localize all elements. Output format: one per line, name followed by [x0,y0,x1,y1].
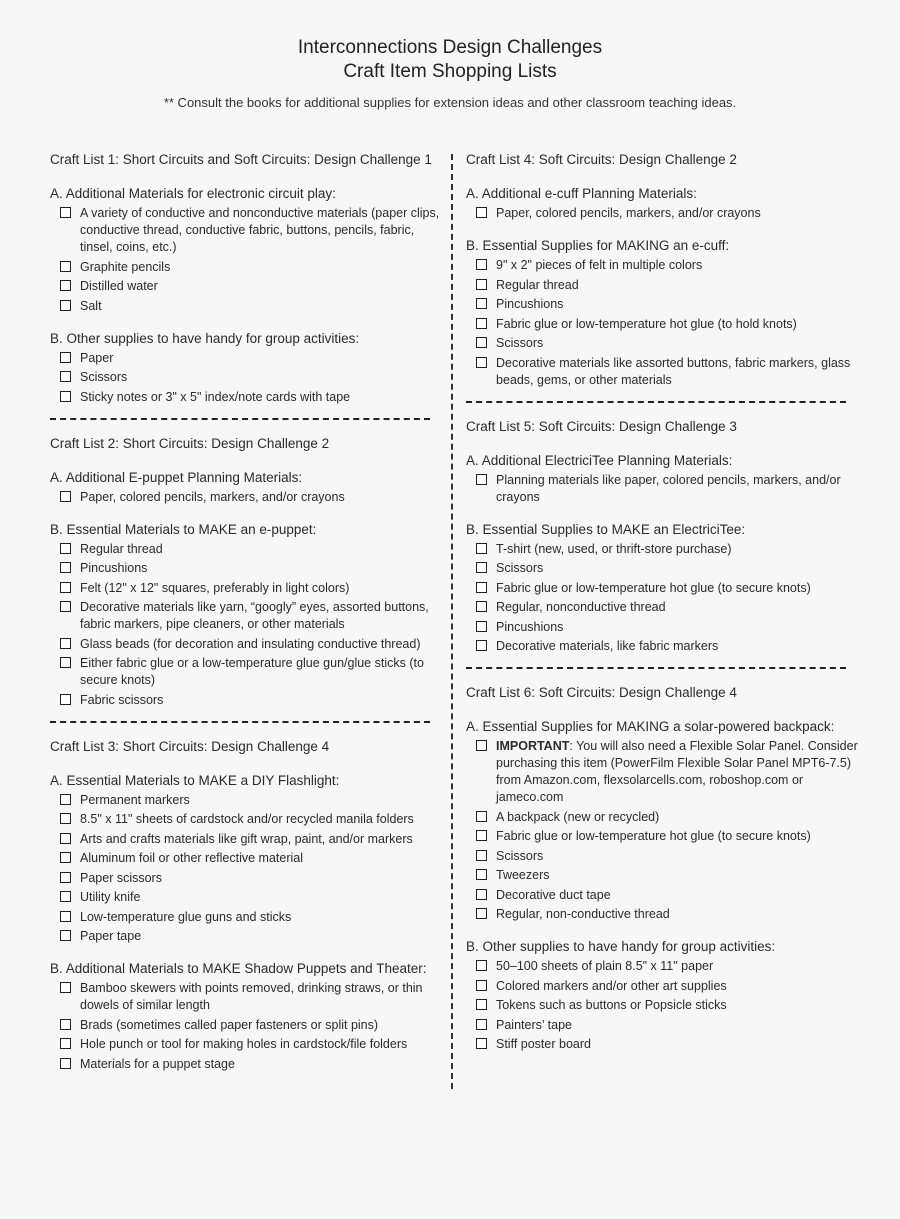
section-heading: B. Essential Supplies to MAKE an ElectriciTee: [466,521,746,537]
item-text: Scissors [496,561,544,575]
page-subtitle: Craft Item Shopping Lists [343,61,557,82]
item-text: Glass beads (for decoration and insulating conductive thread) [80,636,421,651]
list-item [476,560,858,577]
checklist [50,980,442,1073]
checkbox[interactable] [476,640,487,651]
checkbox[interactable] [476,908,487,919]
checkbox[interactable] [60,930,71,941]
item-text: Decorative duct tape [496,887,611,902]
craft-list-2 [50,434,442,709]
list-item [60,278,442,295]
item-text [496,738,858,806]
item-text: Pincushions [496,297,564,311]
checklist [466,257,858,389]
list-item [476,906,858,923]
checkbox[interactable] [60,562,71,573]
checkbox[interactable] [60,371,71,382]
item-text: Fabric glue or low-temperature hot glue (to secure knots) [496,580,811,595]
list-item [60,599,442,633]
section-heading: A. Additional e-cuff Planning Materials: [466,186,697,201]
craft-list-4 [466,150,858,389]
item-text: 50–100 sheets of plain 8.5" x 11" paper [496,959,714,973]
section-heading: A. Additional ElectriciTee Planning Materials: [466,452,733,468]
checkbox[interactable] [60,794,71,805]
checklist [466,205,858,222]
checkbox[interactable] [60,813,71,824]
item-text: Either fabric glue or a low-temperature glue gun/glue sticks (to secure knots) [80,656,424,687]
list-item [476,472,858,506]
list-title: Craft List 6: Soft Circuits: Design Challenge 4 [466,685,737,700]
list-item [476,296,858,313]
section-heading: B. Essential Supplies for MAKING an e-cuff: [466,238,730,253]
list-item [60,259,442,276]
craft-list-3 [50,737,442,1073]
checkbox[interactable] [60,872,71,883]
item-text: Brads (sometimes called paper fasteners or split pins) [80,1017,379,1032]
item-text: Decorative materials like assorted buttons, fabric markers, glass beads, gems, or other materials [496,355,851,387]
checkbox[interactable] [60,911,71,922]
item-text: Paper, colored pencils, markers, and/or crayons [80,489,345,504]
section-heading: A. Essential Materials to MAKE a DIY Flashlight: [50,772,340,788]
checkbox[interactable] [476,740,487,751]
item-text: 9" x 2" pieces of felt in multiple colors [496,258,703,272]
craft-list-1 [50,150,442,406]
item-text: Scissors [496,336,544,350]
checkbox[interactable] [476,562,487,573]
item-text: Paper tape [80,929,142,943]
item-text: 8.5" x 11" sheets of cardstock and/or recycled manila folders [80,812,414,826]
item-text: Planning materials like paper, colored pencils, markers, and/or crayons [496,472,841,504]
section-heading: B. Other supplies to have handy for group activities: [50,330,360,346]
checkbox[interactable] [60,300,71,311]
item-text: Stiff poster board [496,1037,591,1051]
list-item [60,205,442,256]
item-text: Aluminum foil or other reflective material [80,851,303,865]
item-text: T-shirt (new, used, or thrift-store purchase) [496,541,732,556]
checkbox[interactable] [476,999,487,1010]
item-text: Paper [80,350,114,365]
list-item [60,560,442,577]
important-label: IMPORTANT [496,739,570,753]
checkbox[interactable] [60,982,71,993]
item-text: Decorative materials, like fabric markers [496,639,719,653]
checkbox[interactable] [476,850,487,861]
list-item [476,828,858,845]
checklist [50,489,442,506]
section-heading: A. Additional Materials for electronic circuit play: [50,186,336,201]
checkbox[interactable] [60,601,71,612]
list-item [476,809,858,826]
item-text: Pincushions [80,561,148,575]
checkbox[interactable] [476,830,487,841]
item-text: Paper, colored pencils, markers, and/or crayons [496,206,761,220]
page-title: Interconnections Design Challenges [297,37,603,58]
important-text: : You will also need a Flexible Solar Panel. Consider purchasing this item (PowerFilm Flexible Solar Panel MPT6-7.5) from Amazon.com, flexsolarcells.com, roboshop.com or jameco.com [496,739,858,804]
list-item [60,389,442,406]
right-column [466,150,858,1056]
item-text: Fabric glue or low-temperature hot glue (to hold knots) [496,316,797,331]
item-text: Regular thread [80,541,163,556]
checkbox[interactable] [476,601,487,612]
list-item [476,738,858,806]
list-item [476,205,858,222]
list-item [60,692,442,709]
item-text: Distilled water [80,279,158,293]
checklist [466,472,858,506]
list-item [476,316,858,333]
item-text: Paper scissors [80,870,162,885]
checkbox[interactable] [476,279,487,290]
checkbox[interactable] [476,474,487,485]
list-item [60,850,442,867]
checkbox[interactable] [476,960,487,971]
item-text: Tokens such as buttons or Popsicle sticks [496,998,727,1012]
checkbox[interactable] [476,207,487,218]
checklist [466,738,858,923]
item-text: Fabric scissors [80,692,164,707]
list-item [476,619,858,636]
item-text: Graphite pencils [80,259,171,274]
craft-list-5 [466,417,858,656]
checkbox[interactable] [476,298,487,309]
checkbox[interactable] [60,833,71,844]
list-item [476,1036,858,1053]
item-text: A variety of conductive and nonconductive materials (paper clips, conductive thread, conductive fabric, buttons, pencils, fabric, tinsel, coins, etc.) [80,206,440,254]
list-item [60,909,442,926]
list-item [60,792,442,809]
item-text: Colored markers and/or other art supplies [496,978,727,993]
item-text: Decorative materials like yarn, “googly” eyes, assorted buttons, fabric markers, pipe cleaners, or other materials [80,600,429,631]
dashed-separator [466,401,846,403]
checkbox[interactable] [60,543,71,554]
item-text: Utility knife [80,890,141,904]
checklist [50,541,442,709]
section-heading: B. Other supplies to have handy for group activities: [466,939,776,954]
list-title: Craft List 4: Soft Circuits: Design Challenge 2 [466,152,737,167]
checklist [50,350,442,406]
checkbox[interactable] [476,259,487,270]
checkbox[interactable] [60,391,71,402]
checklist [50,205,442,315]
list-item [60,655,442,689]
list-item [476,277,858,294]
list-item [476,958,858,975]
item-text: Low-temperature glue guns and sticks [80,909,292,924]
header-note: ** Consult the books for additional supplies for extension ideas and other classroom teaching ideas. [163,95,737,110]
list-item [476,599,858,616]
list-item [60,870,442,887]
item-text: Painters’ tape [496,1017,572,1032]
list-item [60,889,442,906]
craft-list-6 [466,683,858,1053]
column-divider [451,154,453,1089]
checkbox[interactable] [60,280,71,291]
list-item [60,928,442,945]
item-text: Bamboo skewers with points removed, drinking straws, or thin dowels of similar length [80,981,423,1012]
checkbox[interactable] [60,638,71,649]
checklist [466,958,858,1053]
list-item [476,1017,858,1034]
checklist [466,541,858,656]
checkbox[interactable] [60,1019,71,1030]
checkbox[interactable] [60,1038,71,1049]
checkbox[interactable] [60,582,71,593]
checkbox[interactable] [60,891,71,902]
checkbox[interactable] [60,694,71,705]
list-title: Craft List 2: Short Circuits: Design Challenge 2 [50,435,330,451]
section-heading: B. Additional Materials to MAKE Shadow Puppets and Theater: [50,961,427,976]
item-text: Pincushions [496,619,564,634]
list-item [60,580,442,597]
list-item [60,298,442,315]
list-item [60,350,442,367]
item-text: Materials for a puppet stage [80,1056,235,1071]
checkbox[interactable] [476,1019,487,1030]
checkbox[interactable] [476,621,487,632]
list-item [476,257,858,274]
checkbox[interactable] [60,657,71,668]
checkbox[interactable] [60,852,71,863]
checkbox[interactable] [60,207,71,218]
list-item [60,1056,442,1073]
checkbox[interactable] [476,1038,487,1049]
checkbox[interactable] [476,889,487,900]
checkbox[interactable] [60,261,71,272]
list-item [60,1017,442,1034]
dashed-separator [50,721,430,723]
left-column [50,150,442,1075]
list-item [476,848,858,865]
list-item [476,355,858,389]
section-heading: A. Essential Supplies for MAKING a solar-powered backpack: [466,719,835,734]
section-heading: B. Essential Materials to MAKE an e-puppet: [50,521,317,537]
list-item [476,335,858,352]
item-text: Permanent markers [80,792,190,807]
item-text: Arts and crafts materials like gift wrap, paint, and/or markers [80,831,413,846]
list-item [476,867,858,884]
item-text: Salt [80,298,102,313]
checkbox[interactable] [476,980,487,991]
item-text: Felt (12" x 12" squares, preferably in light colors) [80,580,350,595]
list-item [60,980,442,1014]
list-item [476,541,858,558]
checkbox[interactable] [476,543,487,554]
checkbox[interactable] [476,318,487,329]
list-item [60,489,442,506]
checkbox[interactable] [60,491,71,502]
section-heading: A. Additional E-puppet Planning Materials: [50,469,303,485]
dashed-separator [50,418,430,420]
list-item [60,369,442,386]
item-text: Regular thread [496,277,579,292]
list-item [476,580,858,597]
list-item [476,887,858,904]
checkbox[interactable] [476,357,487,368]
dashed-separator [466,667,846,669]
item-text: Sticky notes or 3" x 5" index/note cards with tape [80,389,351,404]
item-text: Tweezers [496,868,550,882]
item-text: Hole punch or tool for making holes in cardstock/file folders [80,1037,408,1051]
checkbox[interactable] [476,337,487,348]
item-text: A backpack (new or recycled) [496,809,660,824]
checkbox[interactable] [476,869,487,880]
list-item [60,541,442,558]
item-text: Regular, nonconductive thread [496,600,666,614]
list-item [60,636,442,653]
checkbox[interactable] [60,1058,71,1069]
checkbox[interactable] [476,811,487,822]
list-title: Craft List 5: Soft Circuits: Design Challenge 3 [466,418,737,434]
list-item [476,978,858,995]
list-title: Craft List 1: Short Circuits and Soft Circuits: Design Challenge 1 [50,152,432,167]
item-text: Scissors [80,370,128,384]
list-item [476,638,858,655]
list-item [60,1036,442,1053]
checklist [50,792,442,946]
item-text: Regular, non-conductive thread [496,907,670,921]
page-header [0,36,900,110]
item-text: Scissors [496,848,544,863]
item-text: Fabric glue or low-temperature hot glue (to secure knots) [496,829,811,843]
list-title: Craft List 3: Short Circuits: Design Challenge 4 [50,738,330,754]
list-item [60,831,442,848]
list-item [476,997,858,1014]
checkbox[interactable] [60,352,71,363]
list-item [60,811,442,828]
checkbox[interactable] [476,582,487,593]
